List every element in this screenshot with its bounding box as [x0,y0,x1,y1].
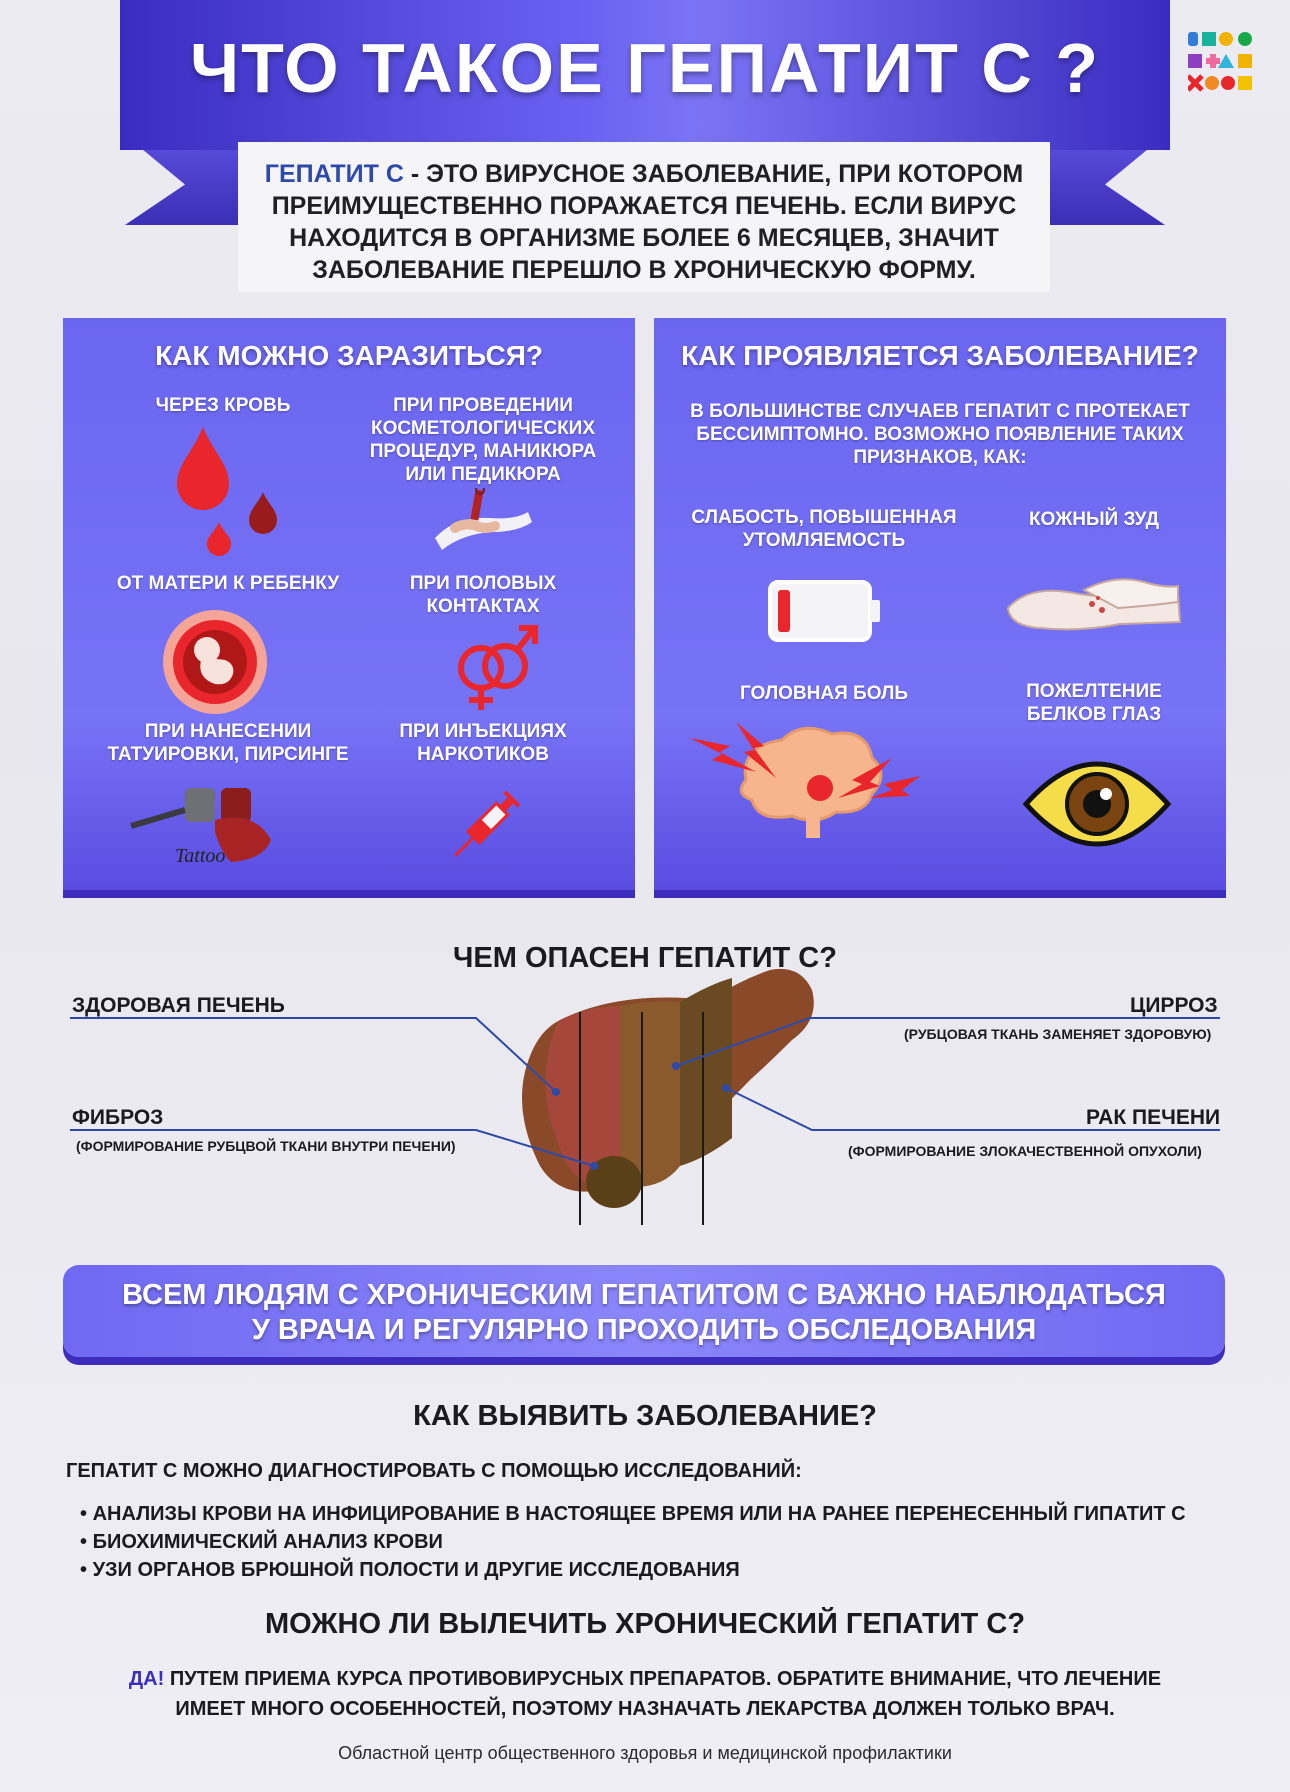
infection-item-label: ПРИ ПРОВЕДЕНИИ КОСМЕТОЛОГИЧЕСКИХ ПРОЦЕДУР, МАНИКЮРА ИЛИ ПЕДИКЮРА [369,395,597,485]
diagnosis-title: КАК ВЫЯВИТЬ ЗАБОЛЕВАНИЕ? [413,1400,877,1432]
cure-title: МОЖНО ЛИ ВЫЛЕЧИТЬ ХРОНИЧЕСКИЙ ГЕПАТИТ С? [264,1608,1026,1640]
callout-line1: ВСЕМ ЛЮДЯМ С ХРОНИЧЕСКИМ ГЕПАТИТОМ С ВАЖНО НАБЛЮДАТЬСЯ [122,1279,1166,1311]
infection-item-label: ПРИ ПОЛОВЫХ КОНТАКТАХ [409,573,557,617]
bullet-text: АНАЛИЗЫ КРОВИ НА ИНФИЦИРОВАНИЕ В НАСТОЯЩЕЕ ВРЕМЯ ИЛИ НА РАНЕЕ ПЕРЕНЕСЕННЫЙ ГИПАТИТ С [92,1503,1186,1525]
fibrosis-label: ФИБРОЗ [72,1106,164,1129]
symptom-label: ПОЖЕЛТЕНИЕ БЕЛКОВ ГЛАЗ [1026,681,1162,725]
callout-text [63,1278,1225,1348]
infection-item-label: ЧЕРЕЗ КРОВЬ [155,395,291,416]
bullet-text: БИОХИМИЧЕСКИЙ АНАЛИЗ КРОВИ [92,1531,443,1553]
symptom-label: КОЖНЫЙ ЗУД [1028,509,1160,530]
danger-title: ЧЕМ ОПАСЕН ГЕПАТИТ С? [453,942,837,974]
page-title: ЧТО ТАКОЕ ГЕПАТИТ С ? [189,29,1101,107]
itching-hand-icon [1004,568,1182,644]
diagnosis-intro: ГЕПАТИТ С МОЖНО ДИАГНОСТИРОВАТЬ С ПОМОЩЬЮ ИССЛЕДОВАНИЙ: [66,1460,802,1482]
symptom-label: СЛАБОСТЬ, ПОВЫШЕННАЯ УТОМЛЯЕМОСТЬ [691,507,957,551]
intro-line1: - ЭТО ВИРУСНОЕ ЗАБОЛЕВАНИЕ, ПРИ КОТОРОМ [403,160,1024,188]
bullet-text: УЗИ ОРГАНОВ БРЮШНОЙ ПОЛОСТИ И ДРУГИЕ ИССЛЕДОВАНИЯ [92,1559,740,1581]
intro-line4: ЗАБОЛЕВАНИЕ ПЕРЕШЛО В ХРОНИЧЕСКУЮ ФОРМУ. [312,256,976,284]
fibrosis-note: (ФОРМИРОВАНИЕ РУБЦВОЙ ТКАНИ ВНУТРИ ПЕЧЕНИ) [76,1138,456,1154]
fetus-icon [161,608,269,716]
infection-item-label: ПРИ ИНЪЕКЦИЯХ НАРКОТИКОВ [399,721,567,765]
gender-symbols-icon [445,622,545,714]
org-logo-icon [1188,30,1260,102]
symptoms-title: КАК ПРОЯВЛЯЕТСЯ ЗАБОЛЕВАНИЕ? [681,340,1199,371]
yellow-eye-icon [1022,756,1172,852]
intro-line2: ПРЕИМУЩЕСТВЕННО ПОРАЖАЕТСЯ ПЕЧЕНЬ. ЕСЛИ ВИРУС [271,192,1017,220]
intro-highlight: ГЕПАТИТ С [264,160,404,188]
cure-yes: ДА! [128,1668,165,1690]
infection-title: КАК МОЖНО ЗАРАЗИТЬСЯ? [155,340,543,371]
syringe-icon [437,778,533,874]
tattoo-machine-icon [125,780,285,866]
infection-item-label: ОТ МАТЕРИ К РЕБЕНКУ [116,573,340,594]
symptoms-subtitle: В БОЛЬШИНСТВЕ СЛУЧАЕВ ГЕПАТИТ С ПРОТЕКАЕТ БЕССИМПТОМНО. ВОЗМОЖНО ПОЯВЛЕНИЕ ТАКИХ ПРИЗНАКОВ, КАК: [690,401,1190,468]
liver-diagram [0,960,1290,1240]
tattoo-text: Tattoo [175,845,226,866]
blood-drops-icon [153,422,283,562]
diagnosis-bullet: • АНАЛИЗЫ КРОВИ НА ИНФИЦИРОВАНИЕ В НАСТОЯЩЕЕ ВРЕМЯ ИЛИ НА РАНЕЕ ПЕРЕНЕСЕННЫЙ ГИПАТИТ С [80,1503,1186,1525]
cure-line2: ИМЕЕТ МНОГО ОСОБЕННОСТЕЙ, ПОЭТОМУ НАЗНАЧАТЬ ЛЕКАРСТВА ДОЛЖЕН ТОЛЬКО ВРАЧ. [175,1698,1115,1720]
footer-org: Областной центр общественного здоровья и медицинской профилактики [338,1743,952,1763]
healthy-liver-label: ЗДОРОВАЯ ПЕЧЕНЬ [72,994,285,1017]
infection-item-label: ПРИ НАНЕСЕНИИ ТАТУИРОВКИ, ПИРСИНГЕ [107,721,349,765]
callout-line2: У ВРАЧА И РЕГУЛЯРНО ПРОХОДИТЬ ОБСЛЕДОВАНИЯ [251,1314,1037,1346]
brain-pain-icon [686,718,926,848]
cure-text [0,1664,1290,1724]
cirrhosis-note: (РУБЦОВАЯ ТКАНЬ ЗАМЕНЯЕТ ЗДОРОВУЮ) [904,1026,1212,1042]
diagnosis-bullet: • УЗИ ОРГАНОВ БРЮШНОЙ ПОЛОСТИ И ДРУГИЕ ИССЛЕДОВАНИЯ [80,1559,740,1581]
symptoms-panel [654,318,1226,890]
cure-line1: ПУТЕМ ПРИЕМА КУРСА ПРОТИВОВИРУСНЫХ ПРЕПАРАТОВ. ОБРАТИТЕ ВНИМАНИЕ, ЧТО ЛЕЧЕНИЕ [164,1668,1162,1690]
low-battery-icon [766,578,884,644]
symptom-label: ГОЛОВНАЯ БОЛЬ [740,683,908,704]
intro-line3: НАХОДИТСЯ В ОРГАНИЗМЕ БОЛЕЕ 6 МЕСЯЦЕВ, ЗНАЧИТ [289,224,999,252]
intro-text [238,158,1050,286]
manicure-icon [425,488,535,563]
cancer-label: РАК ПЕЧЕНИ [1086,1106,1221,1129]
cancer-note: (ФОРМИРОВАНИЕ ЗЛОКАЧЕСТВЕННОЙ ОПУХОЛИ) [848,1143,1202,1159]
infection-panel [63,318,635,890]
cirrhosis-label: ЦИРРОЗ [1130,994,1218,1017]
diagnosis-bullet: • БИОХИМИЧЕСКИЙ АНАЛИЗ КРОВИ [80,1531,443,1553]
